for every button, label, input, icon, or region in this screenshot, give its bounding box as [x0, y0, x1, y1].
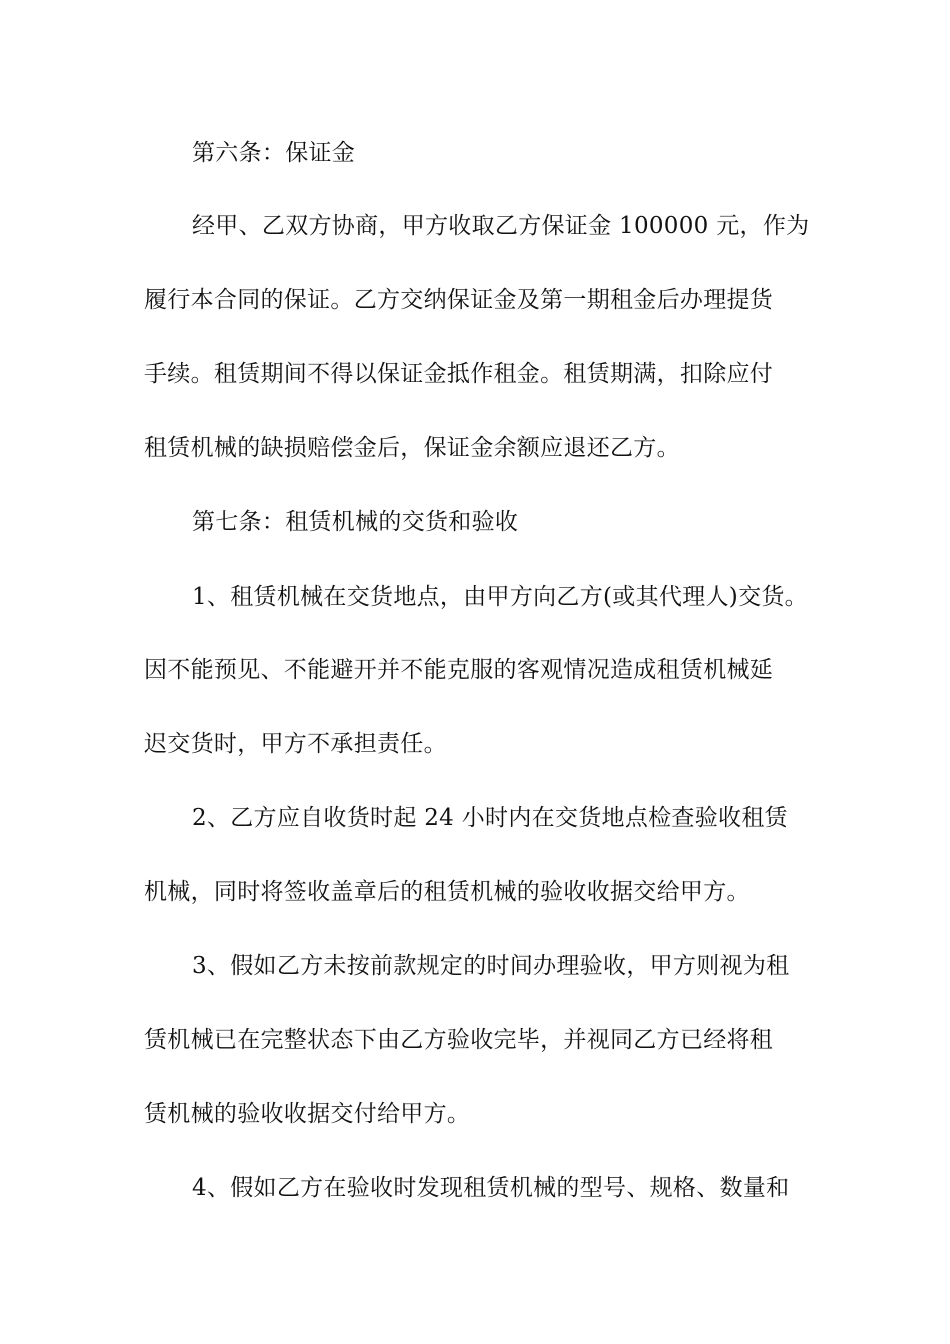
article-7-heading: 第七条：租赁机械的交货和验收 — [192, 509, 519, 535]
paragraph-line: 履行本合同的保证。乙方交纳保证金及第一期租金后办理提货 — [144, 287, 774, 313]
paragraph-line: 机械，同时将签收盖章后的租赁机械的验收收据交给甲方。 — [144, 879, 750, 905]
paragraph-line: 赁机械已在完整状态下由乙方验收完毕，并视同乙方已经将租 — [144, 1027, 774, 1053]
paragraph-line: 因不能预见、不能避开并不能克服的客观情况造成租赁机械延 — [144, 657, 774, 683]
paragraph-line: 手续。租赁期间不得以保证金抵作租金。租赁期满，扣除应付 — [144, 361, 774, 387]
paragraph-line: 经甲、乙双方协商，甲方收取乙方保证金 100000 元，作为 — [192, 213, 810, 239]
paragraph-line: 3、假如乙方未按前款规定的时间办理验收，甲方则视为租 — [192, 953, 790, 979]
paragraph-line: 赁机械的验收收据交付给甲方。 — [144, 1101, 471, 1127]
paragraph-line: 租赁机械的缺损赔偿金后，保证金余额应退还乙方。 — [144, 435, 680, 461]
paragraph-line: 1、租赁机械在交货地点，由甲方向乙方(或其代理人)交货。 — [192, 584, 808, 610]
paragraph-line: 2、乙方应自收货时起 24 小时内在交货地点检查验收租赁 — [192, 805, 788, 831]
article-6-heading: 第六条：保证金 — [192, 140, 356, 166]
paragraph-line: 4、假如乙方在验收时发现租赁机械的型号、规格、数量和 — [192, 1175, 790, 1201]
paragraph-line: 迟交货时，甲方不承担责任。 — [144, 731, 447, 757]
